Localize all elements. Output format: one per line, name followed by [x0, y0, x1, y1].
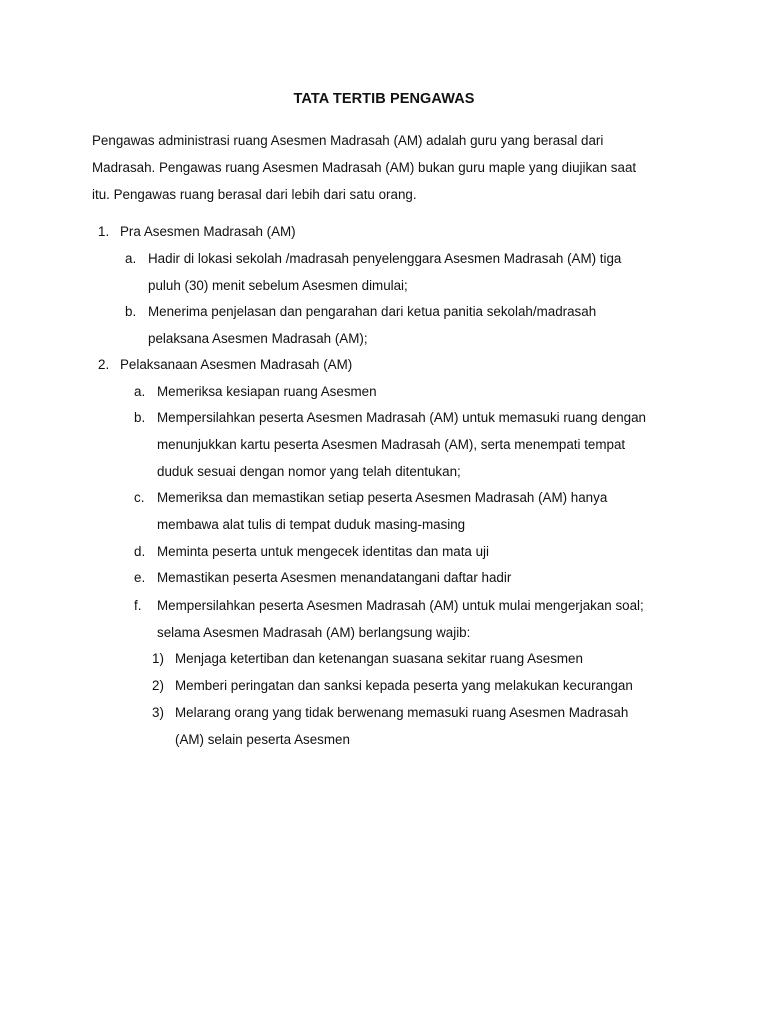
list-item-line: puluh (30) menit sebelum Asesmen dimulai;	[148, 278, 408, 293]
intro-line: itu. Pengawas ruang berasal dari lebih dari satu orang.	[92, 187, 417, 202]
list-marker: a.	[134, 384, 146, 399]
list-item-line: Memeriksa kesiapan ruang Asesmen	[157, 384, 377, 399]
list-marker: 1)	[152, 651, 164, 666]
list-marker: d.	[134, 544, 146, 559]
section-heading: Pra Asesmen Madrasah (AM)	[120, 224, 296, 239]
list-item-line: Mempersilahkan peserta Asesmen Madrasah (AM) untuk memasuki ruang dengan	[157, 410, 646, 425]
sublist-item-line: (AM) selain peserta Asesmen	[175, 732, 350, 747]
list-item-line: Memeriksa dan memastikan setiap peserta Asesmen Madrasah (AM) hanya	[157, 490, 608, 505]
list-item-line: pelaksana Asesmen Madrasah (AM);	[148, 331, 368, 346]
list-marker: e.	[134, 570, 146, 585]
list-marker: c.	[134, 490, 145, 505]
list-marker: 2.	[98, 357, 110, 372]
list-item-line: Memastikan peserta Asesmen menandatangani daftar hadir	[157, 570, 512, 585]
list-marker: b.	[134, 410, 146, 425]
list-marker: a.	[125, 251, 137, 266]
list-marker: b.	[125, 304, 137, 319]
list-item-line: Menerima penjelasan dan pengarahan dari ketua panitia sekolah/madrasah	[148, 304, 597, 319]
page-title: TATA TERTIB PENGAWAS	[293, 91, 475, 107]
list-marker: 2)	[152, 678, 164, 693]
list-item-line: selama Asesmen Madrasah (AM) berlangsung wajib:	[157, 625, 471, 640]
sublist-item-line: Melarang orang yang tidak berwenang memasuki ruang Asesmen Madrasah	[175, 705, 629, 720]
list-item-line: duduk sesuai dengan nomor yang telah ditentukan;	[157, 464, 461, 479]
sublist-item-line: Menjaga ketertiban dan ketenangan suasana sekitar ruang Asesmen	[175, 651, 583, 666]
list-marker: f.	[134, 598, 142, 613]
list-item-line: Hadir di lokasi sekolah /madrasah penyelenggara Asesmen Madrasah (AM) tiga	[148, 251, 622, 266]
list-item-line: membawa alat tulis di tempat duduk masing-masing	[157, 517, 466, 532]
list-item-line: menunjukkan kartu peserta Asesmen Madrasah (AM), serta menempati tempat	[157, 437, 626, 452]
intro-paragraph	[92, 127, 692, 208]
list-item-line: Mempersilahkan peserta Asesmen Madrasah (AM) untuk mulai mengerjakan soal;	[157, 598, 644, 613]
intro-line: Pengawas administrasi ruang Asesmen Madrasah (AM) adalah guru yang berasal dari	[92, 133, 604, 148]
intro-line: Madrasah. Pengawas ruang Asesmen Madrasah (AM) bukan guru maple yang diujikan saat	[92, 160, 637, 175]
list-marker: 1.	[98, 224, 110, 239]
list-item-line: Meminta peserta untuk mengecek identitas dan mata uji	[157, 544, 489, 559]
section-heading: Pelaksanaan Asesmen Madrasah (AM)	[120, 357, 353, 372]
sublist-item-line: Memberi peringatan dan sanksi kepada peserta yang melakukan kecurangan	[175, 678, 633, 693]
list-marker: 3)	[152, 705, 164, 720]
